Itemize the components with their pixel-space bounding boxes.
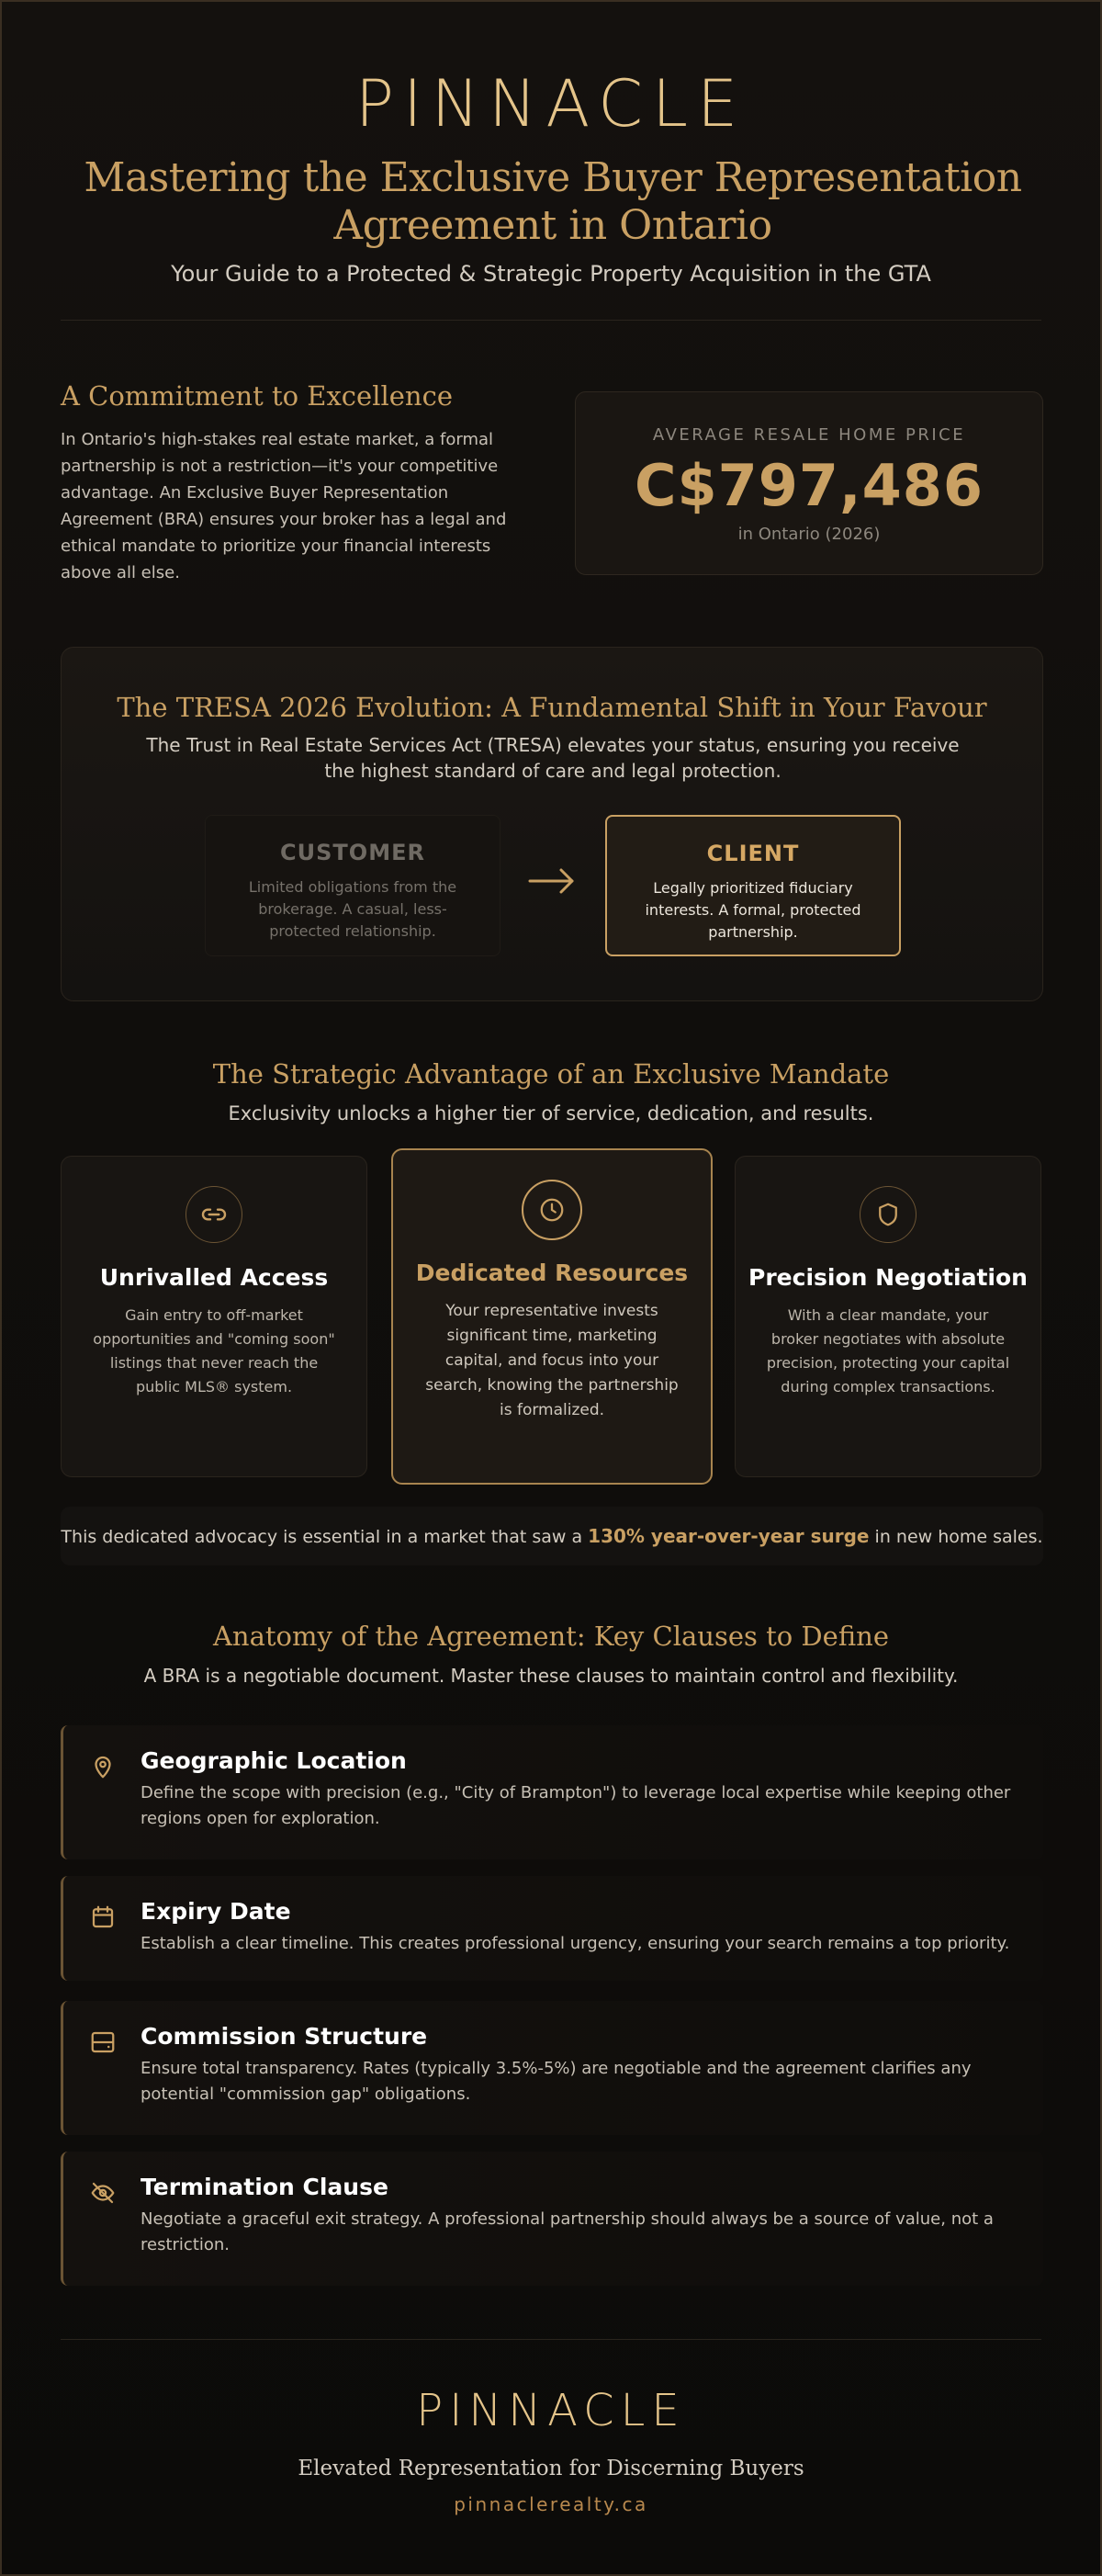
footer-tagline: Elevated Representation for Discerning Buyers [298,2457,804,2480]
clause-desc: Negotiate a graceful exit strategy. A professional partnership should always be a source of value, not a restriction. [141,2209,994,2254]
advantage-card-negotiation [735,1156,1041,1477]
clock-icon [538,1196,566,1224]
link-icon [199,1200,229,1229]
map-pin-icon [89,1753,117,1780]
client-card [605,815,901,956]
advantage-title: Precision Negotiation [748,1264,1028,1291]
calendar-icon [89,1904,117,1931]
clause-geographic-location [61,1725,1043,1859]
stat-label: AVERAGE RESALE HOME PRICE [652,425,966,445]
clause-expiry-date [61,1876,1043,1981]
customer-card [205,815,500,956]
anatomy-title: Anatomy of the Agreement: Key Clauses to Define [212,1621,890,1652]
anatomy-subtitle: A BRA is a negotiable document. Master these clauses to maintain control and flexibility. [143,1665,959,1687]
stat-sub: in Ontario (2026) [737,525,881,544]
surge-highlight: 130% year-over-year surge [588,1525,870,1547]
brand-logo: PINNACLE [354,66,748,141]
tresa-description: The Trust in Real Estate Services Act (TRESA) elevates your status, ensuring you receive the highest standard of care and legal protection. [146,734,960,782]
advantage-title: Unrivalled Access [99,1264,329,1291]
client-title: CLIENT [706,841,800,866]
advantage-card-access [61,1156,367,1477]
page-title: Mastering the Exclusive Buyer Representation Agreement in Ontario [84,154,1022,249]
clause-title: Commission Structure [141,2023,428,2050]
strategic-title: The Strategic Advantage of an Exclusive Mandate [212,1058,890,1090]
advantage-desc: With a clear mandate, your broker negotiates with absolute precision, protecting your capital during complex transactions. [766,1306,1010,1395]
customer-desc: Limited obligations from the brokerage. A casual, less-protected relationship. [248,878,457,940]
clause-commission-structure [61,2001,1043,2135]
price-stat-card [575,391,1043,575]
arrow-right-icon [526,863,578,899]
clause-desc: Define the scope with precision (e.g., "City of Brampton") to leverage local expertise while keeping other regions open for exploration. [141,1783,1011,1828]
divider [61,2339,1041,2340]
divider [61,320,1041,321]
surge-callout [61,1507,1043,1565]
page-subtitle: Your Guide to a Protected & Strategic Property Acquisition in the GTA [171,261,931,287]
clause-title: Termination Clause [141,2174,388,2200]
shield-icon [874,1201,902,1228]
strategic-subtitle: Exclusivity unlocks a higher tier of service, dedication, and results. [228,1102,874,1124]
surge-text-before: This dedicated advocacy is essential in a market that saw a [61,1527,589,1547]
advantage-desc: Your representative invests significant time, marketing capital, and focus into your search, knowing the partnership is formalized. [425,1302,679,1419]
advantage-title: Dedicated Resources [415,1260,689,1286]
stat-value: C$797,486 [634,452,984,519]
customer-title: CUSTOMER [280,840,425,865]
clause-title: Expiry Date [141,1898,291,1925]
tresa-section [61,647,1043,1001]
surge-text-after: in new home sales. [869,1527,1043,1547]
footer-brand-logo: PINNACLE [416,2385,686,2436]
client-desc: Legally prioritized fiduciary interests. A formal, protected partnership. [645,879,861,941]
advantage-card-resources [391,1148,713,1485]
tresa-title: The TRESA 2026 Evolution: A Fundamental Shift in Your Favour [117,692,987,723]
commitment-body: In Ontario's high-stakes real estate market, a formal partnership is not a restriction—it's your competitive advantage. An Exclusive Buyer Representation Agreement (BRA) ensures your broker has a legal and ethical mandate to prioritize your financial interests above all else. [61,430,507,582]
clause-termination [61,2152,1043,2286]
clause-title: Geographic Location [141,1747,407,1774]
advantage-desc: Gain entry to off-market opportunities and "coming soon" listings that never reach the public MLS® system. [93,1306,335,1395]
clause-desc: Ensure total transparency. Rates (typically 3.5%-5%) are negotiable and the agreement clarifies any potential "commission gap" obligations. [141,2059,972,2104]
commitment-title: A Commitment to Excellence [61,380,453,412]
clause-desc: Establish a clear timeline. This creates professional urgency, ensuring your search remains a top priority. [141,1934,1010,1953]
eye-off-icon [89,2179,117,2207]
server-icon [89,2028,117,2056]
footer-url-link[interactable]: pinnaclerealty.ca [454,2493,648,2515]
